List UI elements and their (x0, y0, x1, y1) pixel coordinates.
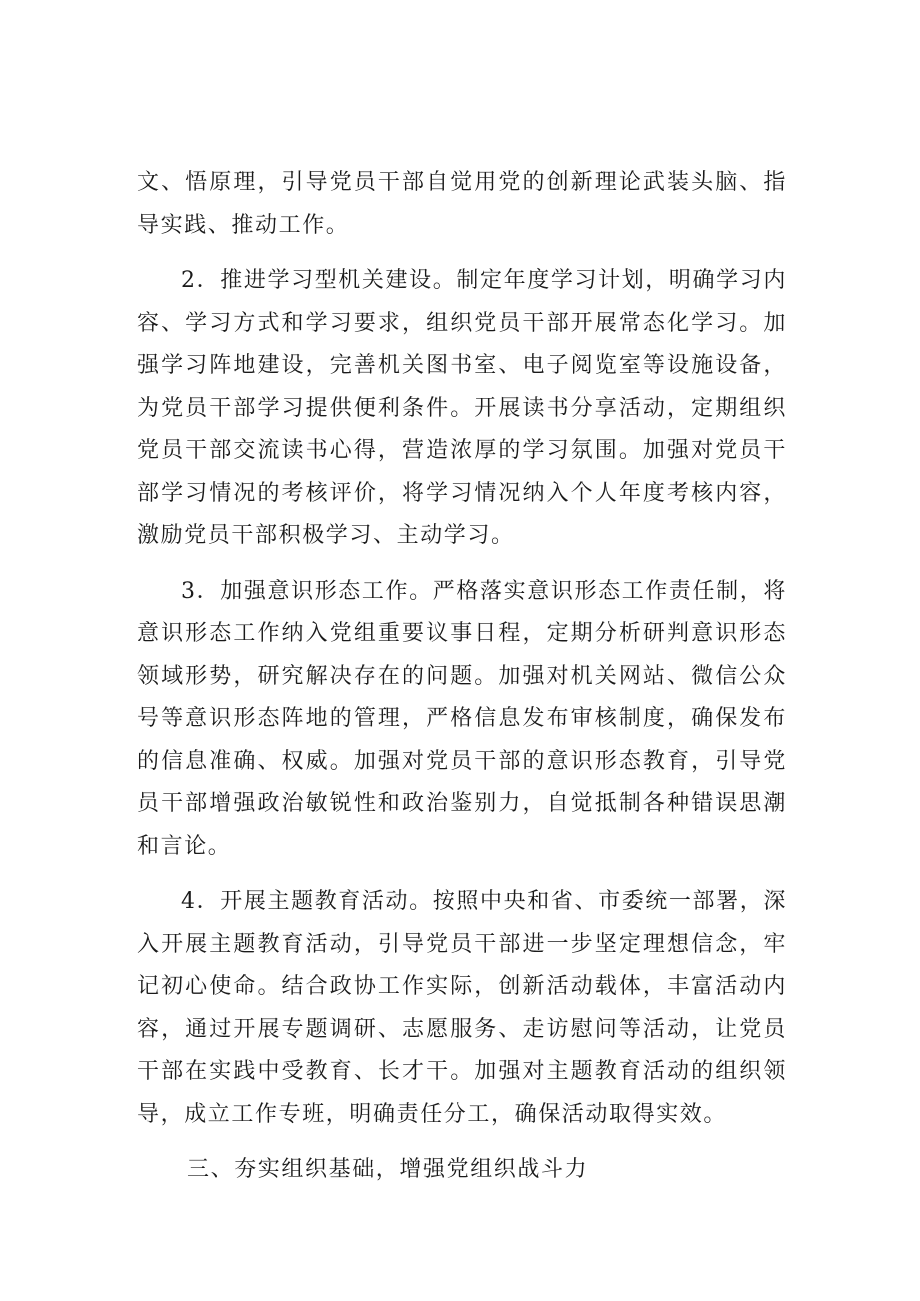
paragraph-item-3: 3．加强意识形态工作。严格落实意识形态工作责任制，将意识形态工作纳入党组重要议事日程，定期分析研判意识形态领域形势，研究解决存在的问题。加强对机关网站、微信公众号等意识形态阵地的管理，严格信息发布审核制度，确保发布的信息准确、权威。加强对党员干部的意识形态教育，引导党员干部增强政治敏锐性和政治鉴别力，自觉抵制各种错误思潮和言论。 (137, 578, 787, 859)
document-body (137, 162, 787, 1192)
paragraph-item-2: 2．推进学习型机关建设。制定年度学习计划，明确学习内容、学习方式和学习要求，组织党员干部开展常态化学习。加强学习阵地建设，完善机关图书室、电子阅览室等设施设备，为党员干部学习提供便利条件。开展读书分享活动，定期组织党员干部交流读书心得，营造浓厚的学习氛围。加强对党员干部学习情况的考核评价，将学习情况纳入个人年度考核内容，激励党员干部积极学习、主动学习。 (137, 268, 787, 548)
section-heading: 三、夯实组织基础，增强党组织战斗力 (187, 1157, 589, 1182)
paragraph-continuation: 文、悟原理，引导党员干部自觉用党的创新理论武装头脑、指导实践、推动工作。 (137, 170, 787, 238)
paragraph-item-4: 4．开展主题教育活动。按照中央和省、市委统一部署，深入开展主题教育活动，引导党员干部进一步坚定理想信念，牢记初心使命。结合政协工作实际，创新活动载体，丰富活动内容，通过开展专题调研、志愿服务、走访慰问等活动，让党员干部在实践中受教育、长才干。加强对主题教育活动的组织领导，成立工作专班，明确责任分工，确保活动取得实效。 (137, 889, 787, 1127)
